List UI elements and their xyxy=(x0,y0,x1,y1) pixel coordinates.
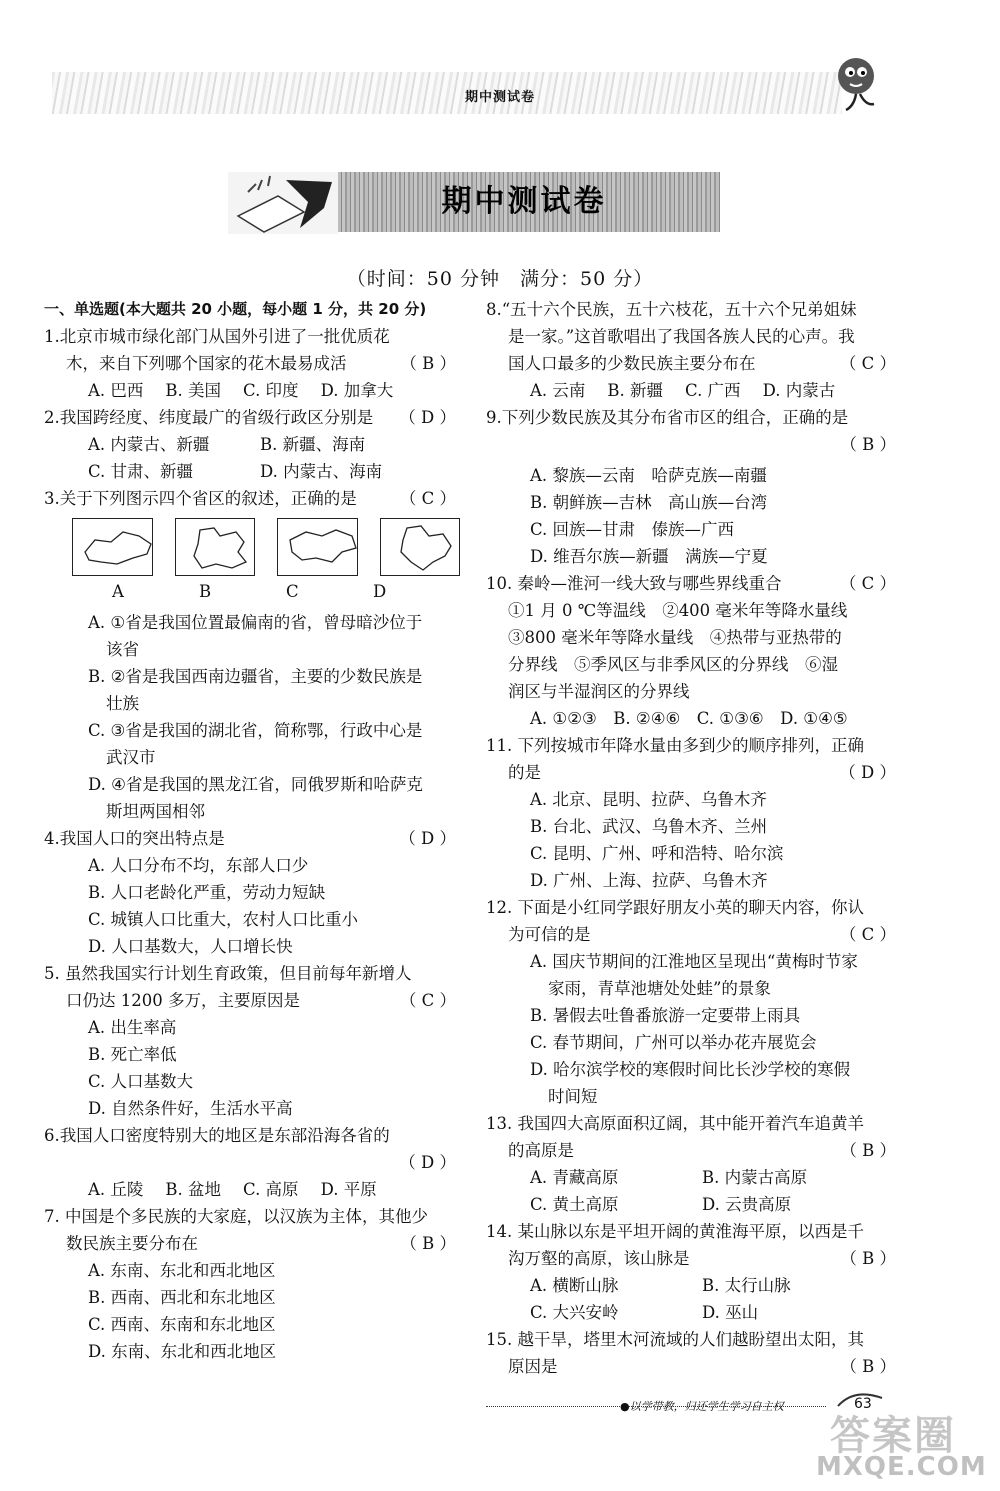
question-text: 原因是 xyxy=(508,1357,558,1376)
option: D. 云贵高原 xyxy=(702,1195,792,1214)
answer: （ C ） xyxy=(839,574,896,593)
option: D. 人口基数大，人口增长快 xyxy=(88,937,293,956)
question-text: 国人口最多的少数民族主要分布在 xyxy=(508,354,756,373)
option: 家雨，青草池塘处处蛙”的景象 xyxy=(548,979,771,998)
exam-time-score: （时间：50 分钟 满分：50 分） xyxy=(346,268,654,290)
question-text: 7. 中国是个多民族的大家庭，以汉族为主体，其他少 xyxy=(44,1207,428,1226)
question-2 xyxy=(44,404,460,485)
map-label: C xyxy=(286,582,299,601)
option: C. 回族—甘肃 傣族—广西 xyxy=(530,520,735,539)
option: A. 东南、东北和西北地区 xyxy=(88,1261,276,1280)
question-text: 沟万壑的高原，该山脉是 xyxy=(508,1249,690,1268)
options xyxy=(486,377,900,404)
question-text: 5. 虽然我国实行计划生育政策，但目前每年新增人 xyxy=(44,964,412,983)
question-text: 8.“五十六个民族，五十六枝花，五十六个兄弟姐妹 xyxy=(486,300,857,319)
question-body: ③800 毫米年等降水量线 ④热带与亚热带的 xyxy=(508,628,842,647)
watermark-url: MXQE.COM xyxy=(816,1452,987,1482)
question-6 xyxy=(44,1122,460,1203)
question-9 xyxy=(486,404,900,570)
option: C. ③省是我国的湖北省，简称鄂，行政中心是 xyxy=(88,721,423,740)
question-text: 3.关于下列图示四个省区的叙述，正确的是 xyxy=(44,489,357,508)
option: A. 内蒙古、新疆 xyxy=(88,435,210,454)
question-15 xyxy=(486,1326,900,1380)
option: D. ④省是我国的黑龙江省，同俄罗斯和哈萨克 xyxy=(88,775,423,794)
province-map-b xyxy=(175,518,256,576)
option: B. 新疆、海南 xyxy=(260,435,366,454)
question-text: 13. 我国四大高原面积辽阔，其中能开着汽车追黄羊 xyxy=(486,1114,864,1133)
option: A. 国庆节期间的江淮地区呈现出“黄梅时节家 xyxy=(530,952,858,971)
option: B. ②省是我国西南边疆省，主要的少数民族是 xyxy=(88,667,423,686)
answer: （ D ） xyxy=(839,763,896,782)
option: 时间短 xyxy=(548,1087,598,1106)
option: D. 自然条件好，生活水平高 xyxy=(88,1099,293,1118)
answer: （ C ） xyxy=(399,991,456,1010)
province-maps xyxy=(72,518,460,576)
question-11 xyxy=(486,732,900,894)
options xyxy=(44,1176,460,1203)
question-3 xyxy=(44,485,460,825)
answer: （ C ） xyxy=(839,925,896,944)
section-heading: 一、单选题(本大题共 20 小题，每小题 1 分，共 20 分) xyxy=(44,300,427,318)
option: C. 高原 xyxy=(243,1180,299,1199)
question-text: 14. 某山脉以东是平坦开阔的黄淮海平原，以西是千 xyxy=(486,1222,864,1241)
option: C. 甘肃、新疆 xyxy=(88,462,194,481)
option: A. 青藏高原 xyxy=(530,1168,619,1187)
answer: （ B ） xyxy=(840,1141,896,1160)
option: A. 出生率高 xyxy=(88,1018,177,1037)
question-text: 2.我国跨经度、纬度最广的省级行政区分别是 xyxy=(44,408,374,427)
option: B. 朝鲜族—吉林 高山族—台湾 xyxy=(530,493,768,512)
option: D. 哈尔滨学校的寒假时间比长沙学校的寒假 xyxy=(530,1060,851,1079)
question-body: 分界线 ⑤季风区与非季风区的分界线 ⑥湿 xyxy=(508,655,838,674)
answer: （ B ） xyxy=(840,1357,896,1376)
option: C. 人口基数大 xyxy=(88,1072,194,1091)
answer: （ B ） xyxy=(840,435,896,454)
option: D. 加拿大 xyxy=(320,381,394,400)
answer: （ C ） xyxy=(839,354,896,373)
option: C. 印度 xyxy=(243,381,299,400)
question-text: 数民族主要分布在 xyxy=(66,1234,198,1253)
option: B. 人口老龄化严重，劳动力短缺 xyxy=(88,883,326,902)
province-map-c xyxy=(277,518,358,576)
option: A. 黎族—云南 哈萨克族—南疆 xyxy=(530,466,767,485)
option: 壮族 xyxy=(106,694,139,713)
footer-slogan: ●以学带教，归还学生学习自主权 xyxy=(620,1400,784,1413)
question-1 xyxy=(44,323,460,404)
question-body: ①1 月 0 ℃等温线 ②400 毫米年等降水量线 xyxy=(508,601,848,620)
option: C. 大兴安岭 xyxy=(530,1303,619,1322)
question-text: 10. 秦岭—淮河一线大致与哪些界线重合 xyxy=(486,574,782,593)
option: B. 太行山脉 xyxy=(702,1276,791,1295)
option: C. 西南、东南和东北地区 xyxy=(88,1315,276,1334)
answer: （ B ） xyxy=(840,1249,896,1268)
option: A. 云南 xyxy=(530,381,586,400)
options: A. ①②③ B. ②④⑥ C. ①③⑥ D. ①④⑤ xyxy=(530,709,848,728)
map-label: A xyxy=(112,582,124,601)
page-number: 63 xyxy=(854,1396,872,1412)
question-text: 口仍达 1200 多万，主要原因是 xyxy=(66,991,300,1010)
question-text: 1.北京市城市绿化部门从国外引进了一批优质花 xyxy=(44,327,390,346)
option: D. 广州、上海、拉萨、乌鲁木齐 xyxy=(530,871,768,890)
map-label: B xyxy=(199,582,212,601)
option: 武汉市 xyxy=(106,748,156,767)
option: C. 广西 xyxy=(685,381,741,400)
option: A. 北京、昆明、拉萨、乌鲁木齐 xyxy=(530,790,767,809)
option: B. 盆地 xyxy=(165,1180,222,1199)
option: B. 新疆 xyxy=(607,381,664,400)
watermark-logo: 答案圈 xyxy=(830,1413,956,1459)
question-text: 12. 下面是小红同学跟好朋友小英的聊天内容，你认 xyxy=(486,898,864,917)
option: B. 台北、武汉、乌鲁木齐、兰州 xyxy=(530,817,768,836)
option: D. 内蒙古 xyxy=(762,381,836,400)
left-column xyxy=(44,296,460,1365)
option: B. 死亡率低 xyxy=(88,1045,177,1064)
question-text: 9.下列少数民族及其分布省市区的组合，正确的是 xyxy=(486,408,849,427)
option: D. 巫山 xyxy=(702,1303,759,1322)
question-text: 15. 越干旱，塔里木河流域的人们越盼望出太阳，其 xyxy=(486,1330,864,1349)
option: B. 西南、西北和东北地区 xyxy=(88,1288,276,1307)
header-title: 期中测试卷 xyxy=(464,90,535,105)
answer: （ B ） xyxy=(400,354,456,373)
option: 斯坦两国相邻 xyxy=(106,802,205,821)
answer: （ D ） xyxy=(399,408,456,427)
option: B. 暑假去吐鲁番旅游一定要带上雨具 xyxy=(530,1006,801,1025)
question-text: 11. 下列按城市年降水量由多到少的顺序排列，正确 xyxy=(486,736,864,755)
option: C. 城镇人口比重大，农村人口比重小 xyxy=(88,910,359,929)
question-8 xyxy=(486,296,900,404)
question-5 xyxy=(44,960,460,1122)
option: A. 人口分布不均，东部人口少 xyxy=(88,856,309,875)
option: 该省 xyxy=(106,640,139,659)
option: A. 巴西 xyxy=(88,381,144,400)
answer: （ D ） xyxy=(399,1153,456,1172)
map-label: D xyxy=(373,582,387,601)
question-text: 为可信的是 xyxy=(508,925,591,944)
question-12 xyxy=(486,894,900,1110)
question-text: 4.我国人口的突出特点是 xyxy=(44,829,225,848)
option: D. 平原 xyxy=(320,1180,377,1199)
question-body: 润区与半湿润区的分界线 xyxy=(508,682,690,701)
option: A. ①省是我国位置最偏南的省，曾母暗沙位于 xyxy=(88,613,423,632)
answer: （ D ） xyxy=(399,829,456,848)
banner-decoration-icon xyxy=(228,172,338,234)
options xyxy=(44,431,460,485)
option: C. 昆明、广州、呼和浩特、哈尔滨 xyxy=(530,844,784,863)
option: B. 美国 xyxy=(165,381,222,400)
answer: （ B ） xyxy=(400,1234,456,1253)
question-14 xyxy=(486,1218,900,1326)
option: B. 内蒙古高原 xyxy=(702,1168,808,1187)
question-4 xyxy=(44,825,460,960)
question-13 xyxy=(486,1110,900,1218)
option: D. 东南、东北和西北地区 xyxy=(88,1342,277,1361)
question-7 xyxy=(44,1203,460,1365)
right-column xyxy=(486,296,900,1380)
option: A. 丘陵 xyxy=(88,1180,144,1199)
map-labels xyxy=(112,578,460,605)
option: C. 春节期间，广州可以举办花卉展览会 xyxy=(530,1033,817,1052)
question-10 xyxy=(486,570,900,732)
question-text: 的高原是 xyxy=(508,1141,574,1160)
options xyxy=(44,377,460,404)
option: C. 黄土高原 xyxy=(530,1195,619,1214)
options xyxy=(486,1272,900,1326)
option: D. 内蒙古、海南 xyxy=(260,462,383,481)
option: D. 维吾尔族—新疆 满族—宁夏 xyxy=(530,547,768,566)
province-map-d xyxy=(380,518,461,576)
answer: （ C ） xyxy=(399,489,456,508)
options xyxy=(486,1164,900,1218)
question-text: 木，来自下列哪个国家的花木最易成活 xyxy=(66,354,347,373)
option: A. 横断山脉 xyxy=(530,1276,619,1295)
question-text: 是一家。”这首歌唱出了我国各族人民的心声。我 xyxy=(508,327,855,346)
banner-title: 期中测试卷 xyxy=(441,184,607,219)
question-text: 的是 xyxy=(508,763,541,782)
province-map-a xyxy=(72,518,153,576)
mascot-icon xyxy=(826,48,896,118)
question-text: 6.我国人口密度特别大的地区是东部沿海各省的 xyxy=(44,1126,390,1145)
